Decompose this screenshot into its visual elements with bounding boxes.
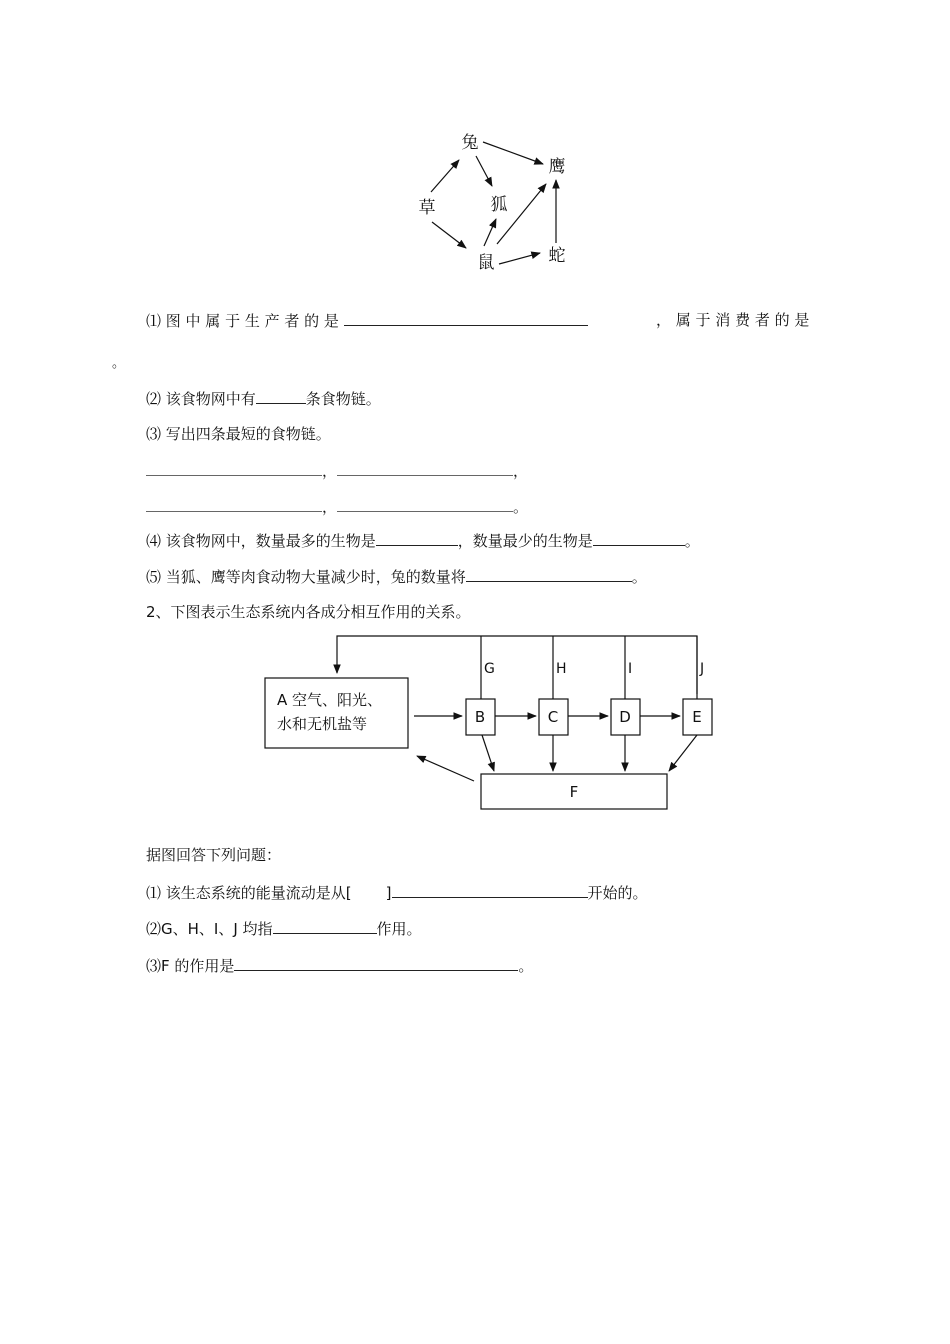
q2-heading: 2、下图表示生态系统内各成分相互作用的关系。 [146,603,471,621]
q2-part1-prefix: ⑴ 该生态系统的能量流 [146,884,301,902]
box-a-label-1: A 空气、阳光、 [277,691,383,709]
period: 。 [684,532,700,550]
node-eagle: 鹰 [548,157,566,177]
arrow-grass-mouse [432,222,466,248]
arrow-e-f [669,735,697,771]
q2-part3-prefix: ⑶F 的 [146,957,190,975]
q1-line-4 [146,530,700,551]
q2-line-1 [146,882,648,903]
q1-line-1 [146,310,588,331]
bracket-close: ] [385,884,392,902]
period: 。 [513,498,529,516]
q1-part4-mid: ，数量最少的生物是 [457,532,593,550]
energy-source-blank[interactable] [392,882,588,898]
arrow-b-f [482,735,494,771]
q1-line-2 [146,388,381,409]
q2-part2-suffix: 作用。 [376,920,422,938]
q1-chain-row-1 [146,460,528,481]
food-web-diagram [0,0,950,290]
q1-line-1-end: 。 [112,356,126,371]
label-j: J [700,661,705,677]
q2-part2-prompt: ⑵G、H、I、J 均指 [146,920,273,938]
node-grass: 草 [418,198,436,218]
box-e-label: E [692,708,702,726]
comma: ， [322,498,338,516]
q1-line-1-cont [656,310,809,330]
arrow-rabbit-eagle [483,142,543,164]
label-h: H [556,661,567,677]
q2-part1-mid: 动是从[ [300,884,352,902]
q2-part1-suffix: 开始的。 [587,884,648,902]
chain-blank-2[interactable] [337,460,513,476]
least-organism-blank[interactable] [593,530,685,546]
label-i: I [628,661,633,677]
q2-line-3 [146,955,533,976]
q1-part1-prompt: ⑴ 图 中 属 于 生 产 者 的 是 [146,312,339,330]
q1-part4-prompt: ⑷ 该食物网中，数量最多的生物是 [146,532,376,550]
q1-line-3: ⑶ 写出四条最短的食物链。 [146,425,331,443]
q2-part3-mid: 作用是 [189,957,235,975]
arrow-mouse-fox [484,219,496,246]
ecosystem-diagram [0,625,950,825]
box-c-label: C [547,708,559,726]
q1-consumer-prompt: ， 属 于 消 费 者 的 是 [656,311,810,329]
chain-blank-4[interactable] [337,496,513,512]
box-a [265,678,408,748]
arrow-f-a [417,756,474,781]
comma: ， [322,462,338,480]
comma: ， [513,462,529,480]
q1-chain-count-blank[interactable] [256,388,306,404]
q1-part2-suffix: 条食物链。 [305,390,381,408]
q2-line-2 [146,918,422,939]
node-rabbit: 兔 [461,133,479,153]
most-organism-blank[interactable] [376,530,458,546]
box-d-label: D [619,708,631,726]
arrow-rabbit-fox [476,156,492,186]
top-return-line [337,636,697,694]
q1-part2-mid: 食物网中有 [180,390,256,408]
chain-blank-3[interactable] [146,496,322,512]
process-blank[interactable] [273,918,377,934]
node-fox: 狐 [490,195,508,215]
chain-blank-1[interactable] [146,460,322,476]
f-role-blank[interactable] [234,955,518,971]
q1-line-5 [146,566,647,587]
node-snake: 蛇 [548,246,566,266]
q1-part5-prompt: ⑸ 当狐、鹰等肉食动物大量减少时，兔的数量将 [146,568,466,586]
arrow-mouse-snake [499,253,540,264]
box-a-label-2: 水和无机盐等 [277,715,368,733]
box-b-label: B [474,708,486,726]
label-g: G [484,661,495,677]
node-mouse: 鼠 [477,253,495,273]
arrow-grass-rabbit [431,160,459,192]
rabbit-trend-blank[interactable] [466,566,632,582]
q1-producer-blank[interactable] [344,310,588,326]
box-f-label: F [569,783,579,801]
period: 。 [631,568,647,586]
q2-intro: 据图回答下列问题： [146,846,282,864]
q1-chain-row-2 [146,496,528,517]
q1-part2-prefix: ⑵ 该 [146,390,181,408]
period: 。 [518,957,534,975]
